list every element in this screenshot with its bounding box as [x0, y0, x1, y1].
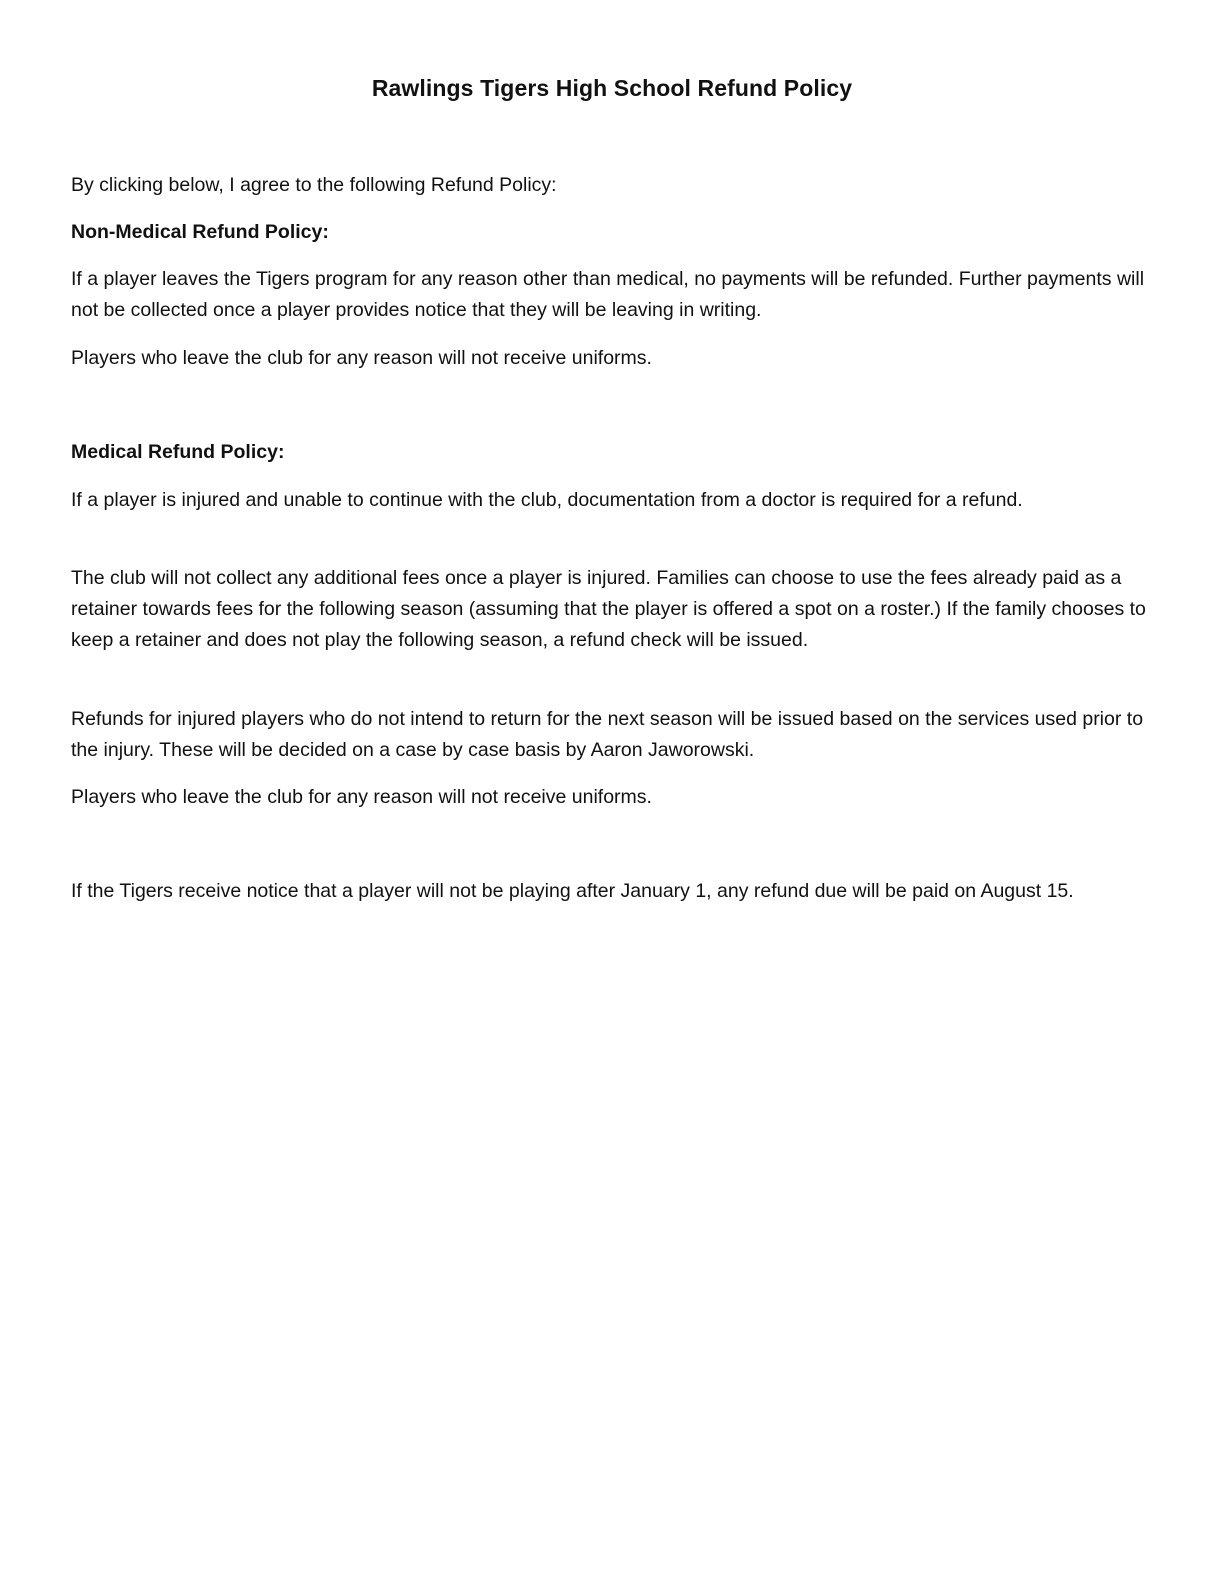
medical-paragraph-2: The club will not collect any additional fees once a player is injured. Families can choose to use the fees already paid as a retainer towards fees for the following season (assuming that the player is offered a spot on a roster.) If the family chooses to keep a retainer and does not play the following season, a refund check will be issued.: [71, 567, 1146, 651]
medical-paragraph-1: If a player is injured and unable to continue with the club, documentation from a doctor is required for a refund.: [71, 489, 1023, 511]
closing-paragraph: If the Tigers receive notice that a player will not be playing after January 1, any refund due will be paid on August 15.: [71, 880, 1074, 902]
medical-heading: Medical Refund Policy:: [71, 441, 285, 463]
non-medical-paragraph-1: If a player leaves the Tigers program for any reason other than medical, no payments will be refunded. Further payments will not be collected once a player provides notice that they will be leaving in writing.: [71, 268, 1145, 321]
document-title: Rawlings Tigers High School Refund Policy: [371, 75, 853, 101]
non-medical-heading: Non-Medical Refund Policy:: [71, 221, 329, 243]
non-medical-paragraph-2: Players who leave the club for any reason will not receive uniforms.: [71, 347, 652, 369]
medical-paragraph-4: Players who leave the club for any reason will not receive uniforms.: [71, 786, 652, 808]
intro-text: By clicking below, I agree to the following Refund Policy:: [71, 174, 557, 196]
medical-paragraph-3: Refunds for injured players who do not intend to return for the next season will be issued based on the services used prior to the injury. These will be decided on a case by case basis by Aaron Jaworowski.: [71, 708, 1144, 761]
